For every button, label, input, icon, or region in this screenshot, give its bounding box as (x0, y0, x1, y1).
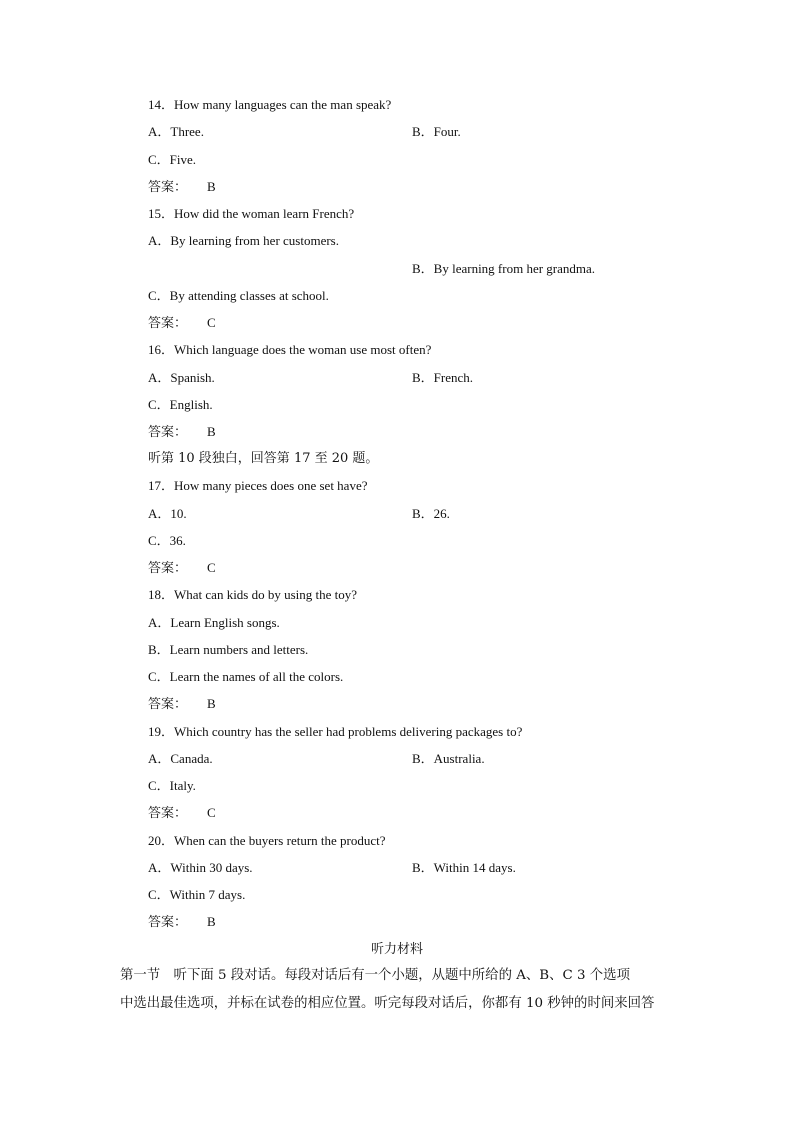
question-14-option-a: A．Three. (148, 124, 204, 139)
question-18-answer (148, 696, 216, 712)
section-title: 听力材料 (370, 942, 423, 957)
question-17-option-b: B．26. (412, 506, 450, 521)
answer-label: 答案： (148, 560, 188, 575)
question-20-stem: 20．When can the buyers return the product? (148, 833, 386, 848)
section-note: 听第 10 段独白，回答第 17 至 20 题。 (148, 451, 379, 466)
question-15-option-a: A．By learning from her customers. (148, 233, 339, 248)
answer-label: 答案： (148, 805, 188, 820)
question-19-option-b: B．Australia. (412, 751, 485, 766)
question-19-stem: 19．Which country has the seller had problems delivering packages to? (148, 724, 523, 739)
answer-label: 答案： (148, 424, 188, 439)
answer-value: B (207, 424, 216, 439)
answer-label: 答案： (148, 696, 188, 711)
question-18-option-b: B．Learn numbers and letters. (148, 642, 309, 657)
question-17-stem: 17．How many pieces does one set have? (148, 478, 368, 493)
question-14-option-b: B．Four. (412, 124, 461, 139)
question-20-option-a: A．Within 30 days. (148, 860, 253, 875)
question-14-answer (148, 179, 216, 195)
answer-value: B (207, 179, 216, 194)
question-15-stem: 15．How did the woman learn French? (148, 206, 355, 221)
question-19-option-a: A．Canada. (148, 751, 213, 766)
answer-value: C (207, 315, 216, 330)
question-20-option-b: B．Within 14 days. (412, 860, 516, 875)
question-16-option-c: C．English. (148, 397, 213, 412)
question-17-option-c: C．36. (148, 533, 186, 548)
question-14-stem: 14．How many languages can the man speak? (148, 97, 392, 112)
question-20-option-c: C．Within 7 days. (148, 887, 246, 902)
question-18-option-a: A．Learn English songs. (148, 615, 280, 630)
answer-value: B (207, 696, 216, 711)
question-15-option-c: C．By attending classes at school. (148, 288, 329, 303)
answer-value: C (207, 805, 216, 820)
question-16-answer (148, 424, 216, 440)
question-18-stem: 18．What can kids do by using the toy? (148, 587, 358, 602)
question-16-stem: 16．Which language does the woman use most often? (148, 342, 432, 357)
question-20-answer (148, 914, 216, 930)
answer-value: B (207, 914, 216, 929)
answer-label: 答案： (148, 179, 188, 194)
question-16-option-a: A．Spanish. (148, 370, 215, 385)
answer-label: 答案： (148, 315, 188, 330)
answer-value: C (207, 560, 216, 575)
paragraph-line: 中选出最佳选项，并标在试卷的相应位置。听完每段对话后，你都有 10 秒钟的时间来回答 (120, 996, 655, 1011)
question-19-answer (148, 805, 216, 821)
question-15-option-b: B．By learning from her grandma. (412, 261, 596, 276)
question-17-answer (148, 560, 216, 576)
question-19-option-c: C．Italy. (148, 778, 196, 793)
question-17-option-a: A．10. (148, 506, 187, 521)
answer-label: 答案： (148, 914, 188, 929)
paragraph-line: 第一节 听下面 5 段对话。每段对话后有一个小题，从题中所给的 A、B、C 3 个选项 (120, 968, 630, 983)
question-15-answer (148, 315, 216, 331)
question-14-option-c: C．Five. (148, 152, 197, 167)
question-18-option-c: C．Learn the names of all the colors. (148, 669, 344, 684)
question-16-option-b: B．French. (412, 370, 474, 385)
